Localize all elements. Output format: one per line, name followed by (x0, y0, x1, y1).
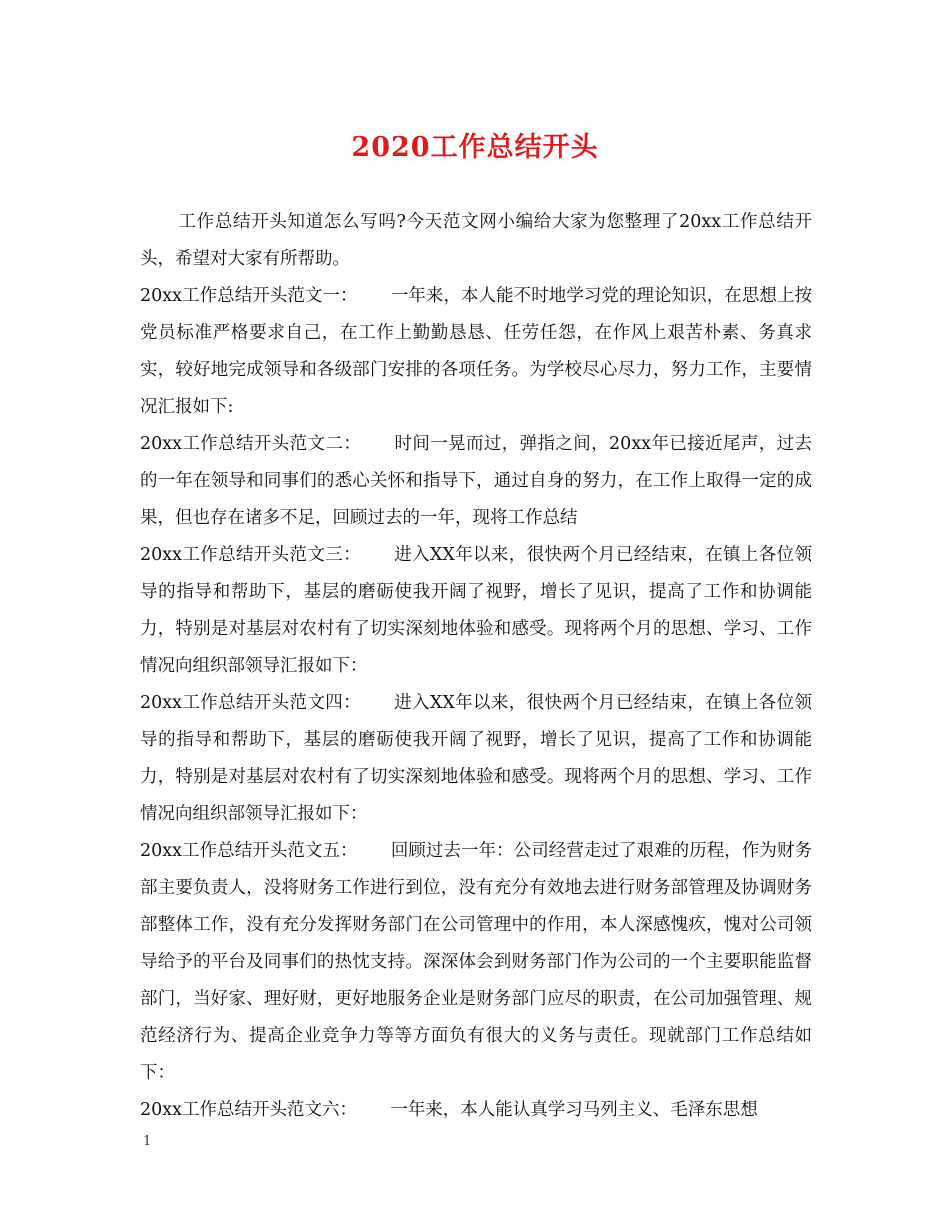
sample-heading-3: 20xx工作总结开头范文三： (140, 545, 361, 565)
sample-text-2: 时间一晃而过，弹指之间，20xx年已接近尾声，过去的一年在领导和同事们的悉心关怀和指导下，通过自身的努力，在工作上取得一定的成果，但也存在诸多不足，回顾过去的一年，现将工作总结 (140, 434, 812, 528)
sample-heading-6: 20xx工作总结开头范文六： (140, 1100, 358, 1120)
page-number: 1 (143, 1134, 152, 1149)
document-body (140, 204, 812, 1129)
sample-heading-4: 20xx工作总结开头范文四： (140, 693, 361, 713)
sample-heading-1: 20xx工作总结开头范文一： (140, 286, 358, 306)
sample-paragraph-5 (140, 833, 812, 1092)
sample-text-1: 一年来，本人能不时地学习党的理论知识，在思想上按党员标准严格要求自己，在工作上勤勤恳恳、任劳任怨，在作风上艰苦朴素、务真求实，较好地完成领导和各级部门安排的各项任务。为学校尽心尽力，努力工作，主要情况汇报如下: (140, 286, 812, 417)
sample-text-4: 进入XX年以来，很快两个月已经结束，在镇上各位领导的指导和帮助下，基层的磨砺使我开阔了视野，增长了见识，提高了工作和协调能力，特别是对基层对农村有了切实深刻地体验和感受。现将两个月的思想、学习、工作情况向组织部领导汇报如下： (140, 693, 812, 824)
sample-heading-5: 20xx工作总结开头范文五： (140, 841, 358, 861)
sample-heading-2: 20xx工作总结开头范文二： (140, 434, 362, 454)
sample-paragraph-2 (140, 426, 812, 537)
sample-paragraph-1 (140, 278, 812, 426)
sample-paragraph-4 (140, 685, 812, 833)
sample-text-6: 一年来，本人能认真学习马列主义、毛泽东思想 (390, 1100, 758, 1120)
sample-text-3: 进入XX年以来，很快两个月已经结束，在镇上各位领导的指导和帮助下，基层的磨砺使我开阔了视野，增长了见识，提高了工作和协调能力，特别是对基层对农村有了切实深刻地体验和感受。现将两个月的思想、学习、工作情况向组织部领导汇报如下： (140, 545, 812, 676)
sample-paragraph-6 (140, 1092, 812, 1129)
document-title: 2020工作总结开头 (351, 132, 599, 163)
sample-text-5: 回顾过去一年：公司经营走过了艰难的历程，作为财务部主要负责人，没将财务工作进行到位，没有充分有效地去进行财务部管理及协调财务部整体工作，没有充分发挥财务部门在公司管理中的作用，本人深感愧疚，愧对公司领导给予的平台及同事们的热忱支持。深深体会到财务部门作为公司的一个主要职能监督部门，当好家、理好财，更好地服务企业是财务部门应尽的职责，在公司加强管理、规范经济行为、提高企业竞争力等等方面负有很大的义务与责任。现就部门工作总结如下： (140, 841, 812, 1083)
intro-paragraph: 工作总结开头知道怎么写吗?今天范文网小编给大家为您整理了20xx工作总结开头，希望对大家有所帮助。 (140, 212, 812, 269)
sample-paragraph-3 (140, 537, 812, 685)
